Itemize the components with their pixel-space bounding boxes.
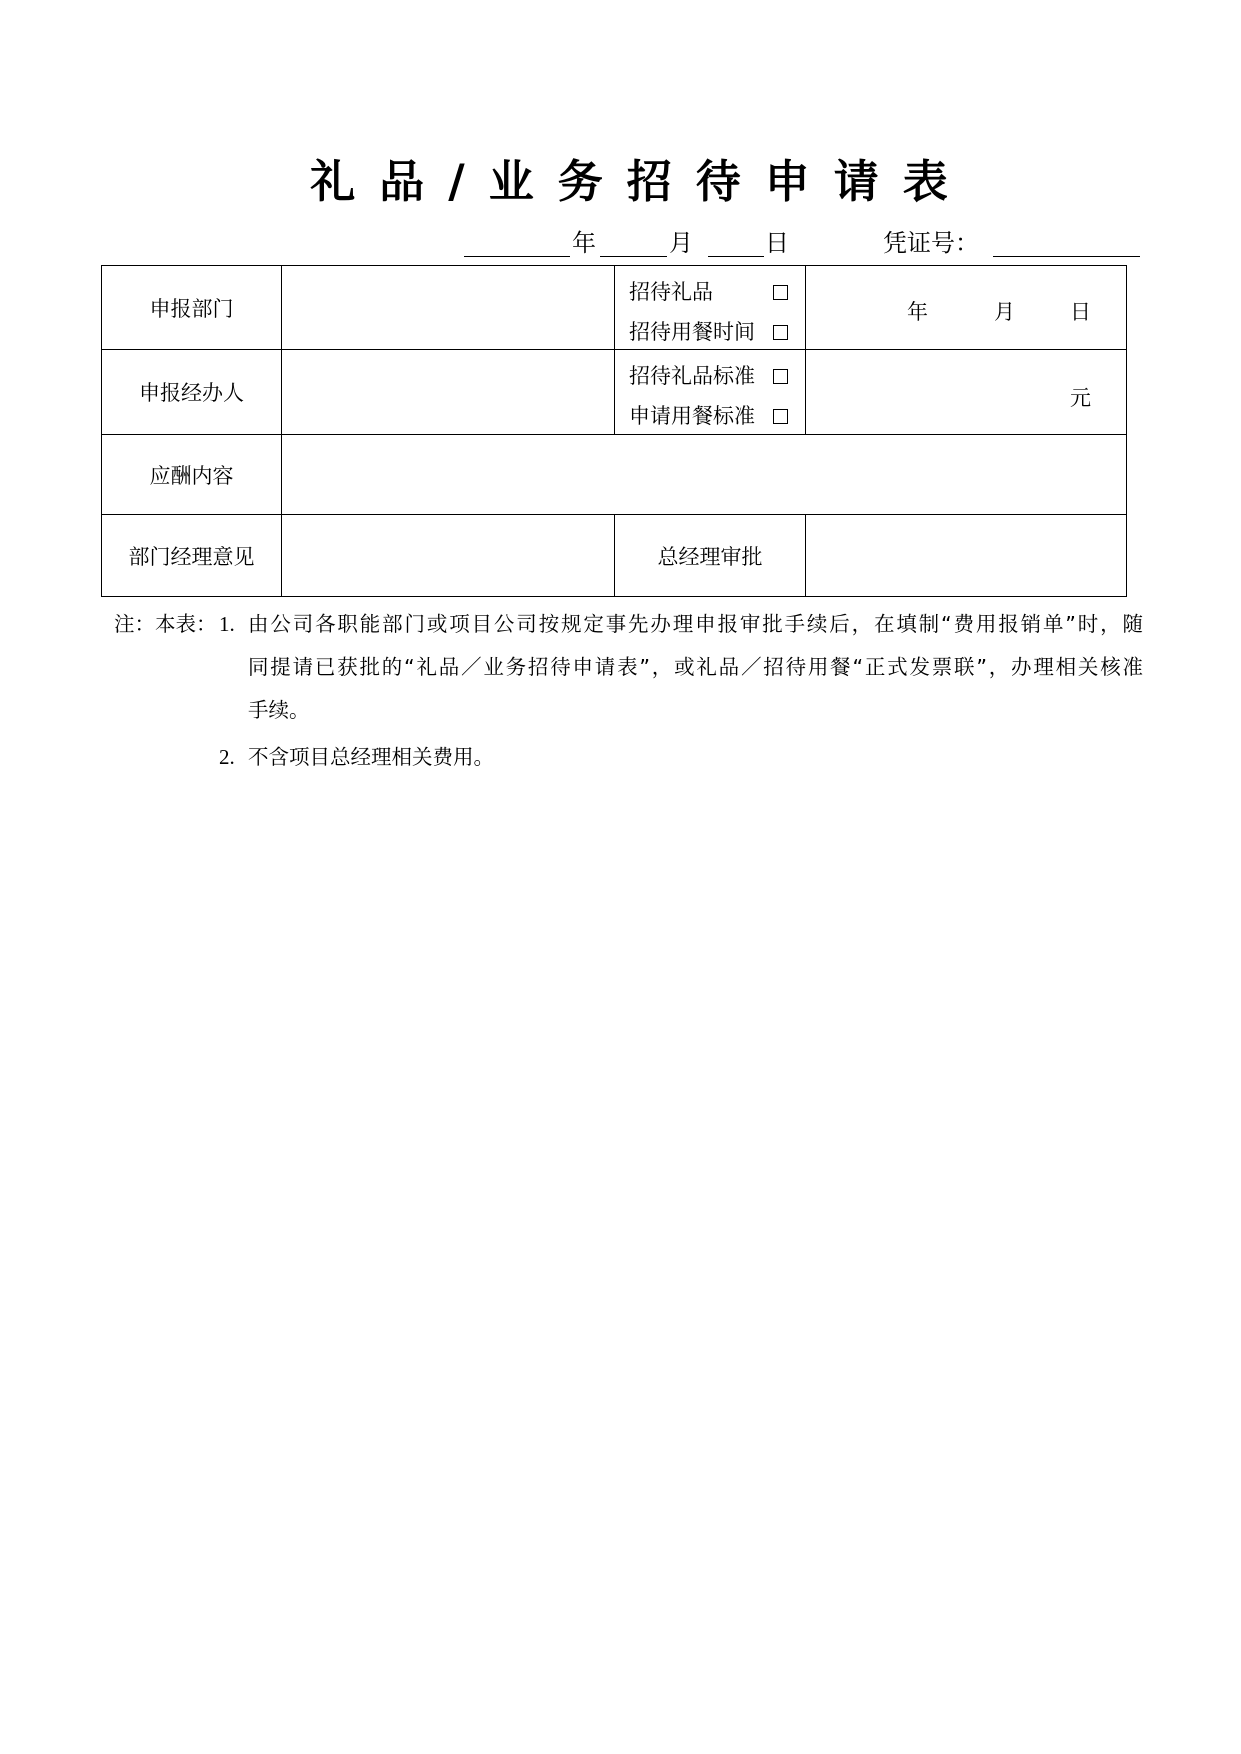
form-row-handler: [102, 350, 1127, 435]
gift-standard-checkbox[interactable]: [773, 369, 788, 384]
content-value-cell[interactable]: [282, 435, 1127, 515]
note-2-number: 2.: [219, 745, 235, 769]
reception-month-label: 月: [994, 300, 1015, 324]
gm-approval-label-cell: [615, 515, 806, 597]
month-blank[interactable]: [600, 228, 667, 257]
gm-approval-label: 总经理审批: [657, 544, 763, 569]
gift-checkbox[interactable]: [773, 285, 788, 300]
note-1-number: 1.: [219, 612, 235, 636]
gm-approval-value-cell[interactable]: [806, 515, 1127, 597]
day-label: 日: [765, 229, 789, 257]
month-label: 月: [669, 229, 693, 257]
note-1-line-3: 手续。: [248, 698, 310, 722]
amount-unit-label: 元: [1070, 386, 1091, 410]
option-gift[interactable]: [629, 281, 788, 303]
year-label: 年: [572, 229, 596, 257]
day-blank[interactable]: [708, 228, 764, 257]
form-row-approval: [102, 515, 1127, 597]
option-meal-standard-label: 申请用餐标准: [629, 404, 755, 428]
department-label: 申报部门: [149, 296, 234, 321]
note-1-line-2: 同提请已获批的“礼品／业务招待申请表”，或礼品／招待用餐“正式发票联”，办理相关核准: [248, 655, 1143, 679]
year-blank[interactable]: [464, 228, 570, 257]
amount-cell[interactable]: [806, 350, 1127, 435]
reception-type-cell: [615, 266, 806, 350]
note-1-text: [248, 603, 1143, 732]
department-value-cell[interactable]: [282, 266, 615, 350]
manager-opinion-value-cell[interactable]: [282, 515, 615, 597]
note-2-line-1: 不含项目总经理相关费用。: [248, 745, 494, 769]
note-2-text: [248, 736, 1143, 779]
manager-opinion-label-cell: [102, 515, 282, 597]
handler-label-cell: [102, 350, 282, 435]
manager-opinion-label: 部门经理意见: [128, 544, 255, 569]
content-label: 应酬内容: [149, 463, 234, 488]
notes-prefix: 注：本表：: [114, 612, 217, 636]
voucher-number-blank[interactable]: [993, 228, 1140, 257]
form-title: 礼品/业务招待申请表: [310, 155, 972, 208]
option-gift-standard-label: 招待礼品标准: [629, 364, 755, 388]
reception-date-cell[interactable]: [806, 266, 1127, 350]
option-meal-time[interactable]: [629, 321, 788, 343]
date-voucher-line: [0, 228, 1241, 258]
handler-label: 申报经办人: [139, 381, 244, 405]
option-gift-label: 招待礼品: [629, 280, 713, 304]
note-1-line-1: 由公司各职能部门或项目公司按规定事先办理申报审批手续后，在填制“费用报销单”时，随: [248, 612, 1143, 636]
reception-year-label: 年: [907, 300, 928, 324]
application-form-table: [101, 265, 1127, 597]
option-gift-standard[interactable]: [629, 365, 788, 387]
handler-value-cell[interactable]: [282, 350, 615, 435]
department-label-cell: [102, 266, 282, 350]
voucher-label: 凭证号：: [883, 229, 979, 257]
standard-type-cell: [615, 350, 806, 435]
meal-time-checkbox[interactable]: [773, 325, 788, 340]
form-row-content: [102, 435, 1127, 515]
option-meal-standard[interactable]: [629, 405, 788, 427]
form-row-department: [102, 266, 1127, 350]
content-label-cell: [102, 435, 282, 515]
reception-day-label: 日: [1070, 300, 1091, 324]
meal-standard-checkbox[interactable]: [773, 409, 788, 424]
option-meal-time-label: 招待用餐时间: [629, 320, 755, 344]
